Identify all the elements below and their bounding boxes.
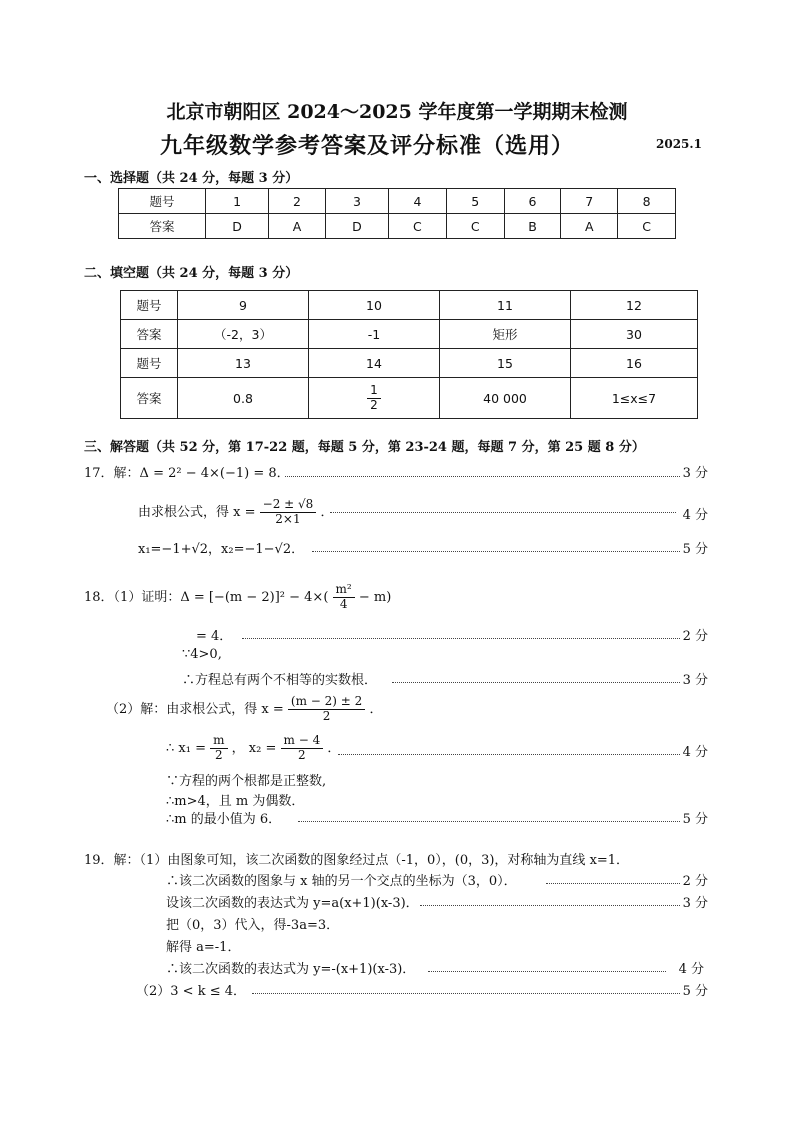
text: ． (327, 740, 341, 756)
leader-dots (338, 754, 680, 755)
table-cell: 矩形 (440, 320, 571, 349)
text: （2）解：由求根公式，得 x = (106, 701, 284, 717)
q18-line3: ∵4>0, (182, 647, 222, 662)
leader-dots (298, 821, 680, 822)
table-cell: 10 (309, 291, 440, 320)
q18-line1 (84, 583, 391, 612)
table-cell: 9 (178, 291, 309, 320)
table-cell: 14 (309, 349, 440, 378)
fraction-numerator: m (210, 734, 227, 749)
score: 4 分 (682, 745, 708, 760)
document-date: 2025.1 (656, 137, 702, 151)
q19-line4: 把（0，3）代入，得-3a=3． (166, 918, 340, 933)
score: 3 分 (682, 466, 708, 481)
fraction (333, 583, 355, 612)
q18-line2: = 4． (196, 629, 233, 644)
table-cell: 题号 (121, 349, 178, 378)
q19-line5: 解得 a=-1． (166, 940, 241, 955)
fraction (281, 734, 324, 763)
table-cell: 6 (504, 189, 561, 214)
q18-line8: ∴m>4，且 m 为偶数． (166, 794, 305, 809)
table-cell: 答案 (121, 320, 178, 349)
leader-dots (392, 682, 680, 683)
table-cell: 4 (389, 189, 447, 214)
section2-heading: 二、填空题（共 24 分，每题 3 分） (84, 266, 299, 281)
table-cell: 2 (269, 189, 326, 214)
score: 5 分 (682, 542, 708, 557)
table-cell: 7 (561, 189, 618, 214)
leader-dots (428, 971, 666, 972)
table-cell: A (561, 214, 618, 239)
score: 2 分 (682, 629, 708, 644)
leader-dots (420, 905, 680, 906)
table-cell: C (389, 214, 447, 239)
q17-line2 (138, 498, 333, 527)
fraction (288, 695, 365, 724)
fraction (367, 384, 381, 413)
fraction-numerator: m − 4 (281, 734, 324, 749)
table-cell: -1 (309, 320, 440, 349)
fraction-numerator: m² (333, 583, 355, 598)
q17-line1: 17．解：Δ = 2² − 4×(−1) = 8． (84, 466, 290, 481)
table-cell: 答案 (121, 378, 178, 419)
fraction (210, 734, 227, 763)
table-row (121, 378, 698, 419)
text: ∴ x₁ = (166, 740, 206, 756)
choice-answer-table (118, 188, 676, 239)
document-title: 北京市朝阳区 2024～2025 学年度第一学期期末检测 (166, 101, 628, 123)
table-cell: B (504, 214, 561, 239)
table-cell: 40 000 (440, 378, 571, 419)
fraction-denominator: 2 (298, 747, 306, 762)
table-cell: 30 (571, 320, 698, 349)
fraction (260, 498, 317, 527)
text: ， x₂ = (231, 740, 277, 756)
score: 3 分 (682, 896, 708, 911)
document-subtitle: 九年级数学参考答案及评分标准（选用） (160, 133, 575, 159)
table-cell: 11 (440, 291, 571, 320)
q18-line7: ∵方程的两个根都是正整数, (166, 774, 327, 789)
score: 4 分 (682, 508, 708, 523)
fraction-denominator: 2×1 (275, 511, 301, 526)
q19-line7: （2）3 < k ≤ 4． (136, 984, 247, 999)
table-cell: 13 (178, 349, 309, 378)
q18-line5 (106, 695, 382, 724)
score: 4 分 (678, 962, 704, 977)
table-cell: 1 (206, 189, 269, 214)
leader-dots (546, 883, 680, 884)
table-row (121, 349, 698, 378)
table-cell: 0.8 (178, 378, 309, 419)
table-cell: 5 (446, 189, 504, 214)
section1-heading: 一、选择题（共 24 分，每题 3 分） (84, 171, 299, 186)
fraction-denominator: 2 (322, 708, 331, 723)
table-cell: 12 (571, 291, 698, 320)
fraction-numerator: 1 (367, 384, 381, 399)
fraction-denominator: 4 (339, 596, 348, 611)
table-cell: A (269, 214, 326, 239)
text: ． (369, 701, 383, 717)
leader-dots (252, 993, 680, 994)
q19-line2: ∴该二次函数的图象与 x 轴的另一个交点的坐标为（3，0）． (166, 874, 517, 889)
fraction-numerator: −2 ± √8 (260, 498, 317, 513)
score: 5 分 (682, 812, 708, 827)
fraction-denominator: 2 (370, 397, 378, 412)
q19-line6: ∴该二次函数的表达式为 y=-(x+1)(x-3)． (166, 962, 416, 977)
score: 2 分 (682, 874, 708, 889)
leader-dots (242, 638, 680, 639)
table-cell: 题号 (121, 291, 178, 320)
table-cell: D (206, 214, 269, 239)
q18-line4: ∴方程总有两个不相等的实数根． (182, 673, 378, 688)
leader-dots (330, 512, 676, 513)
fraction-denominator: 2 (215, 747, 223, 762)
table-cell: 题号 (119, 189, 206, 214)
leader-dots (312, 551, 680, 552)
q18-line6 (166, 734, 340, 763)
fraction-numerator: (m − 2) ± 2 (288, 695, 365, 710)
table-cell: 16 (571, 349, 698, 378)
text: 由求根公式，得 x = (138, 504, 256, 520)
table-cell: 3 (325, 189, 388, 214)
table-row (119, 214, 676, 239)
score: 5 分 (682, 984, 708, 999)
table-row (121, 291, 698, 320)
table-cell: 1≤x≤7 (571, 378, 698, 419)
leader-dots (285, 476, 680, 477)
text: ． (320, 504, 334, 520)
section3-heading: 三、解答题（共 52 分，第 17-22 题，每题 5 分，第 23-24 题，每题 7 分，第 25 题 8 分） (84, 440, 645, 455)
table-row (119, 189, 676, 214)
score: 3 分 (682, 673, 708, 688)
text: 18．（1）证明：Δ = [−(m − 2)]² − 4×( (84, 589, 329, 605)
q17-line3: x₁=−1+√2，x₂=−1−√2． (138, 542, 305, 557)
fill-answer-table (120, 290, 698, 419)
table-cell: C (446, 214, 504, 239)
table-cell: D (325, 214, 388, 239)
table-cell: （-2，3） (178, 320, 309, 349)
q19-line1: 19．解：（1）由图象可知，该二次函数的图象经过点（-1，0），(0，3)，对称轴为直线 x=1． (84, 853, 630, 868)
text: − m) (358, 589, 392, 605)
table-cell: 15 (440, 349, 571, 378)
table-cell (309, 378, 440, 419)
table-cell: 答案 (119, 214, 206, 239)
table-row (121, 320, 698, 349)
table-cell: 8 (618, 189, 676, 214)
table-cell: C (618, 214, 676, 239)
q18-line9: ∴m 的最小值为 6． (166, 812, 282, 827)
q19-line3: 设该二次函数的表达式为 y=a(x+1)(x-3)． (166, 896, 419, 911)
